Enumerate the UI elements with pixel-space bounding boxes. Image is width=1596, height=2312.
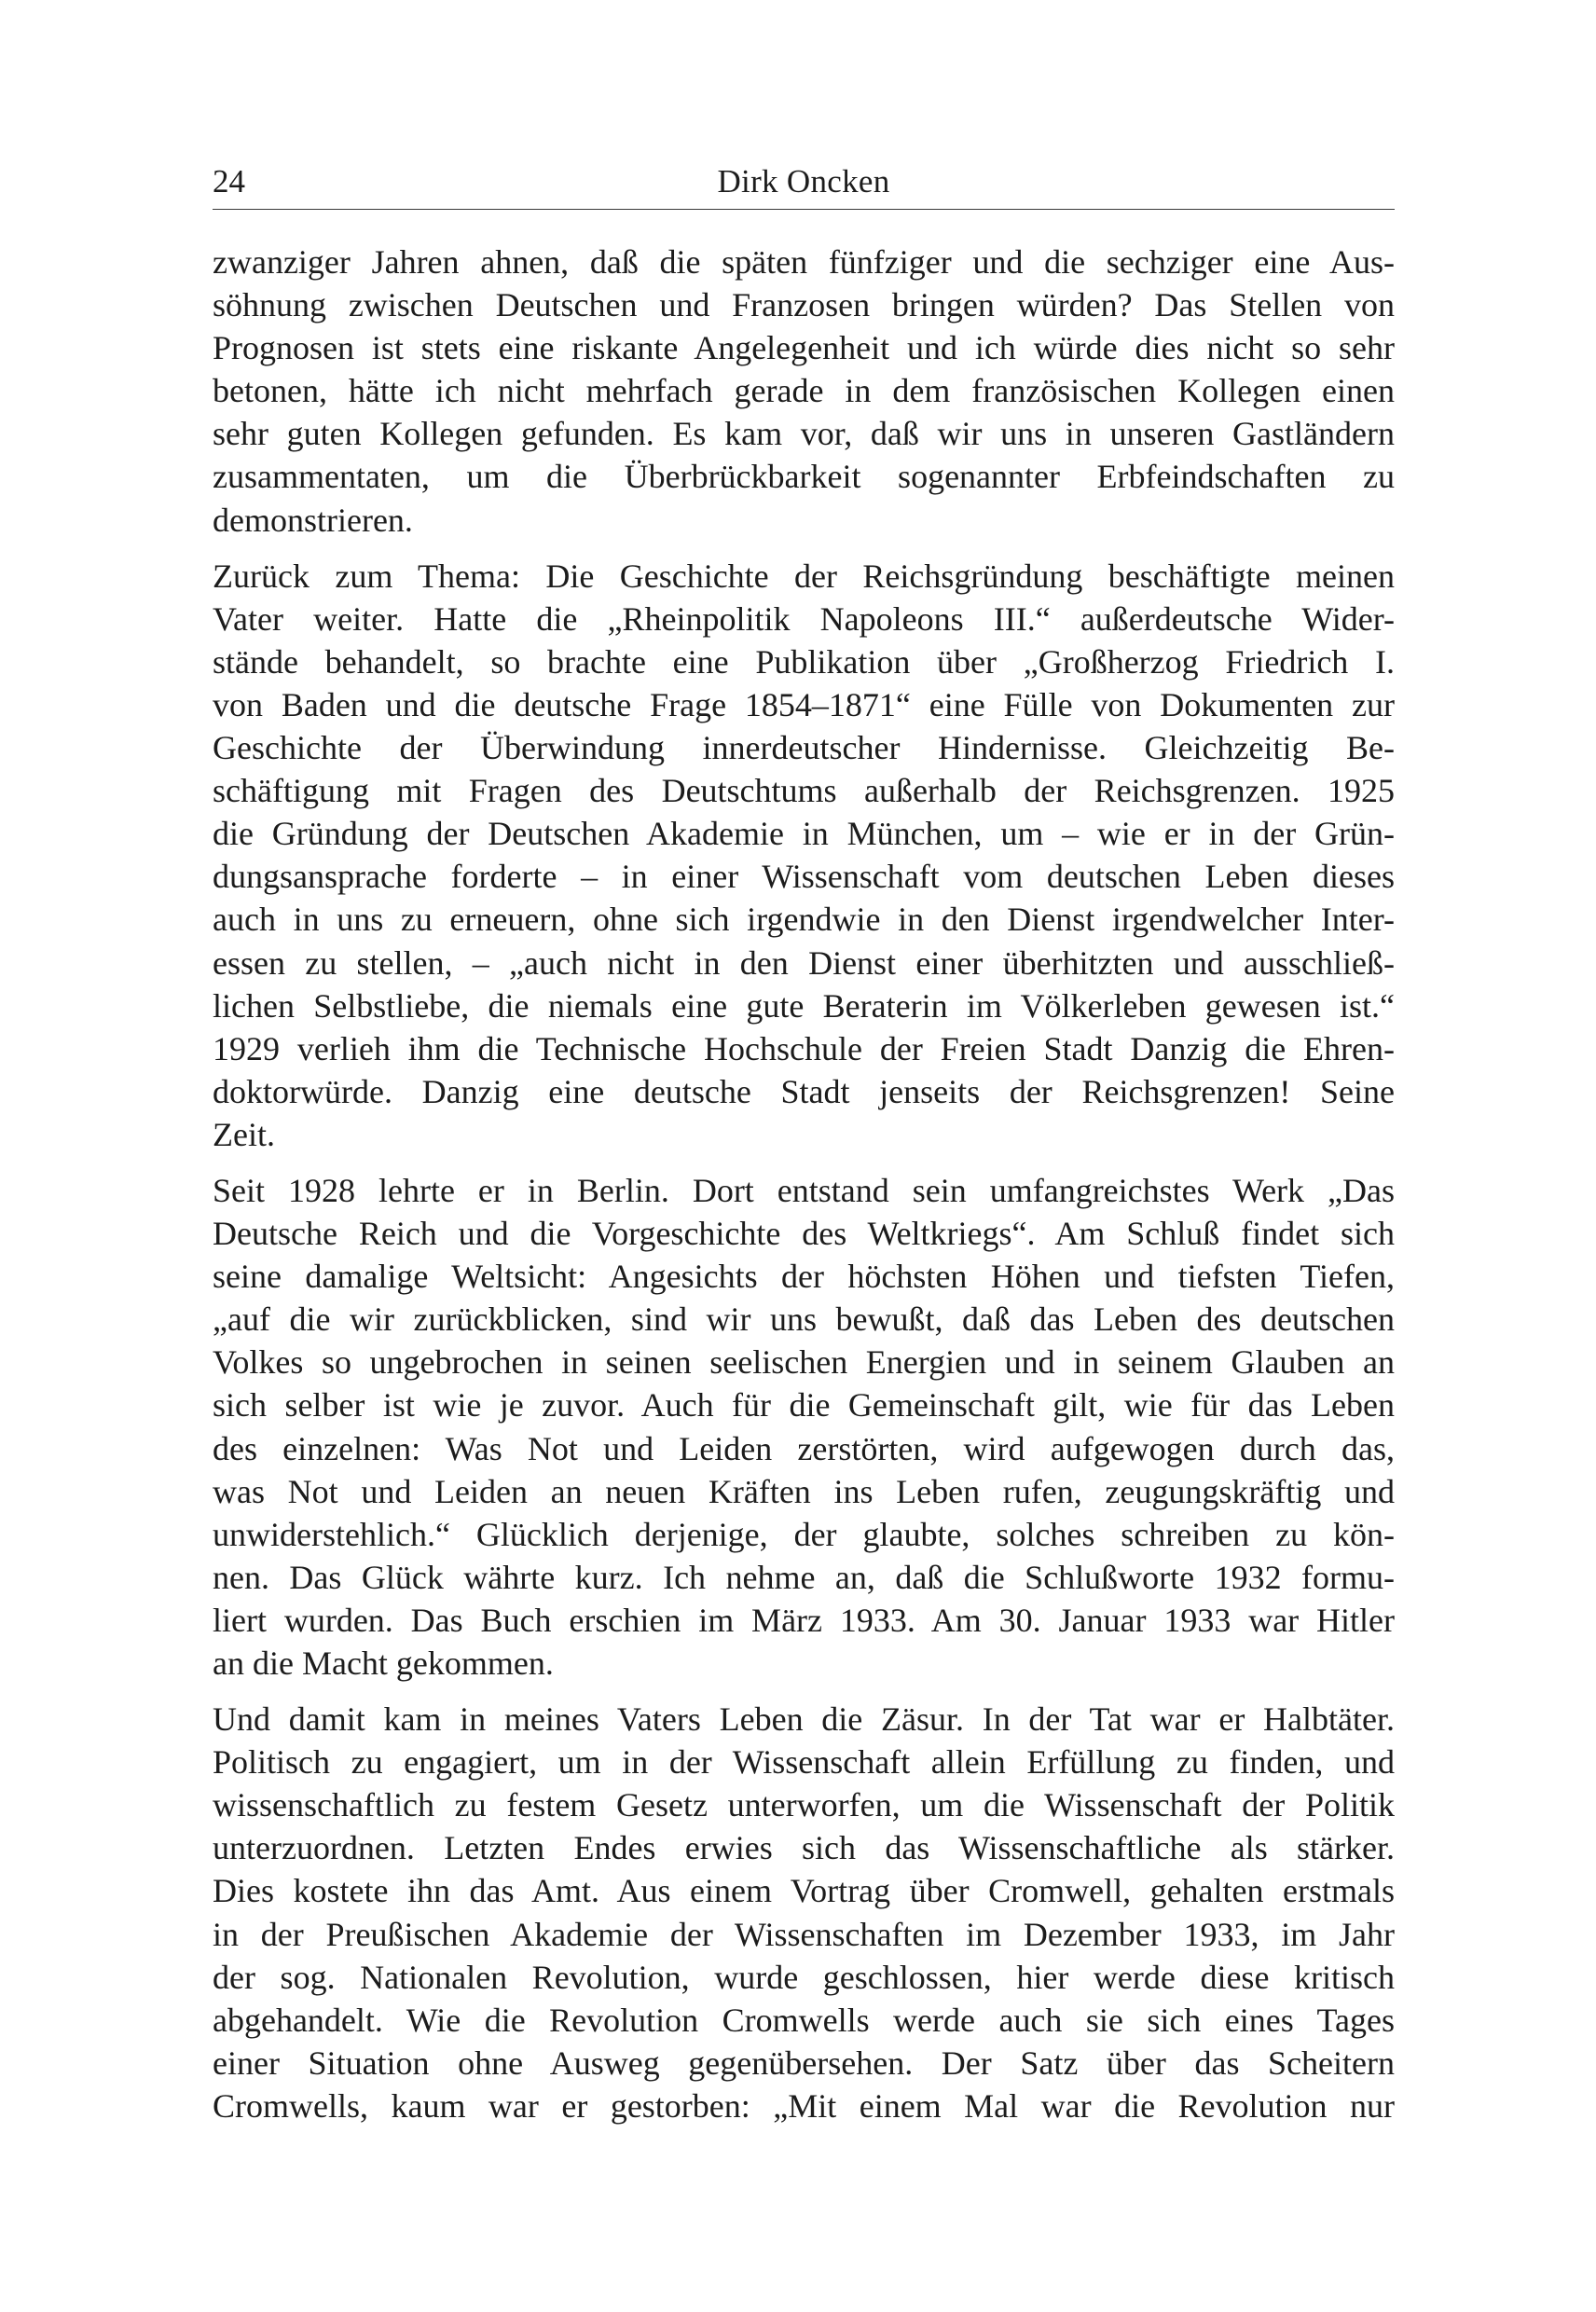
paragraph [213,241,1395,542]
text-line: Deutsche Reich und die Vorgeschichte des Weltkriegs“. Am Schluß findet sich [213,1215,1395,1253]
text-line: des einzelnen: Was Not und Leiden zerstörten, wird aufgewogen durch das, [213,1429,1395,1467]
text-line: demonstrieren. [213,501,413,539]
text-line: lichen Selbstliebe, die niemals eine gute Beraterin im Völkerleben gewesen ist.“ [213,986,1395,1025]
text-line: liert wurden. Das Buch erschien im März 1933. Am 30. Januar 1933 war Hitler [213,1601,1395,1639]
text-line: Geschichte der Überwindung innerdeutscher Hindernisse. Gleichzeitig Be- [213,729,1395,767]
header-rule [213,209,1395,210]
text-line: Volkes so ungebrochen in seinen seelischen Energien und in seinem Glauben an [213,1343,1395,1382]
text-line: Politisch zu engagiert, um in der Wissenschaft allein Erfüllung zu finden, und [213,1743,1395,1782]
text-line: einer Situation ohne Ausweg gegenübersehen. Der Satz über das Scheitern [213,2044,1395,2082]
text-line: Seit 1928 lehrte er in Berlin. Dort entstand sein umfangreichstes Werk „Das [213,1171,1395,1209]
text-line: essen zu stellen, – „auch nicht in den Dienst einer überhitzten und ausschließ- [213,943,1395,982]
paragraph [213,555,1395,1156]
text-line: wissenschaftlich zu festem Gesetz unterworfen, um die Wissenschaft der Politik [213,1786,1395,1824]
paragraph [213,1169,1395,1685]
text-line: 1929 verlieh ihm die Technische Hochschule der Freien Stadt Danzig die Ehren- [213,1029,1395,1067]
text-line: stände behandelt, so brachte eine Publikation über „Großherzog Friedrich I. [213,642,1395,681]
text-line: Cromwells, kaum war er gestorben: „Mit einem Mal war die Revolution nur [213,2086,1395,2125]
text-line: Vater weiter. Hatte die „Rheinpolitik Napoleons III.“ außerdeutsche Wider- [213,599,1395,638]
text-line: was Not und Leiden an neuen Kräften ins Leben rufen, zeugungskräftig und [213,1472,1395,1510]
text-line: doktorwürde. Danzig eine deutsche Stadt jenseits der Reichsgrenzen! Seine [213,1072,1395,1110]
text-line: abgehandelt. Wie die Revolution Cromwells werde auch sie sich eines Tages [213,2001,1395,2039]
text-line: zusammentaten, um die Überbrückbarkeit sogenannter Erbfeindschaften zu [213,458,1395,496]
running-title: Dirk Oncken [717,163,890,200]
paragraph [213,1698,1395,2127]
text-line: auch in uns zu erneuern, ohne sich irgendwie in den Dienst irgendwelcher Inter- [213,901,1395,939]
text-line: betonen, hätte ich nicht mehrfach gerade in dem französischen Kollegen einen [213,372,1395,410]
text-line: Und damit kam in meines Vaters Leben die Zäsur. In der Tat war er Halbtäter. [213,1700,1395,1739]
text-line: Zeit. [213,1115,275,1153]
running-head [213,157,1395,207]
page-number: 24 [213,163,245,200]
text-line: söhnung zwischen Deutschen und Franzosen bringen würden? Das Stellen von [213,286,1395,324]
body-text [213,241,1395,2127]
text-line: seine damalige Weltsicht: Angesichts der höchsten Höhen und tiefsten Tiefen, [213,1258,1395,1296]
text-line: schäftigung mit Fragen des Deutschtums außerhalb der Reichsgrenzen. 1925 [213,772,1395,810]
text-line: der sog. Nationalen Revolution, wurde geschlossen, hier werde diese kritisch [213,1958,1395,1996]
text-line: unterzuordnen. Letzten Endes erwies sich das Wissenschaftliche als stärker. [213,1829,1395,1867]
text-line: von Baden und die deutsche Frage 1854–1871“ eine Fülle von Dokumenten zur [213,685,1395,723]
text-line: Prognosen ist stets eine riskante Angelegenheit und ich würde dies nicht so sehr [213,329,1395,367]
text-line: sehr guten Kollegen gefunden. Es kam vor, daß wir uns in unseren Gastländern [213,415,1395,453]
text-line: in der Preußischen Akademie der Wissenschaften im Dezember 1933, im Jahr [213,1915,1395,1953]
text-line: die Gründung der Deutschen Akademie in München, um – wie er in der Grün- [213,815,1395,853]
text-line: unwiderstehlich.“ Glücklich derjenige, der glaubte, solches schreiben zu kön- [213,1515,1395,1553]
text-line: Zurück zum Thema: Die Geschichte der Reichsgründung beschäftigte meinen [213,557,1395,595]
text-line: dungsansprache forderte – in einer Wissenschaft vom deutschen Leben dieses [213,858,1395,896]
text-line: Dies kostete ihn das Amt. Aus einem Vortrag über Cromwell, gehalten erstmals [213,1872,1395,1910]
text-line: nen. Das Glück währte kurz. Ich nehme an, daß die Schlußworte 1932 formu- [213,1558,1395,1596]
text-line: zwanziger Jahren ahnen, daß die späten fünfziger und die sechziger eine Aus- [213,243,1395,281]
text-line: sich selber ist wie je zuvor. Auch für die Gemeinschaft gilt, wie für das Leben [213,1386,1395,1424]
text-line: „auf die wir zurückblicken, sind wir uns bewußt, daß das Leben des deutschen [213,1300,1395,1339]
text-line: an die Macht gekommen. [213,1645,554,1682]
